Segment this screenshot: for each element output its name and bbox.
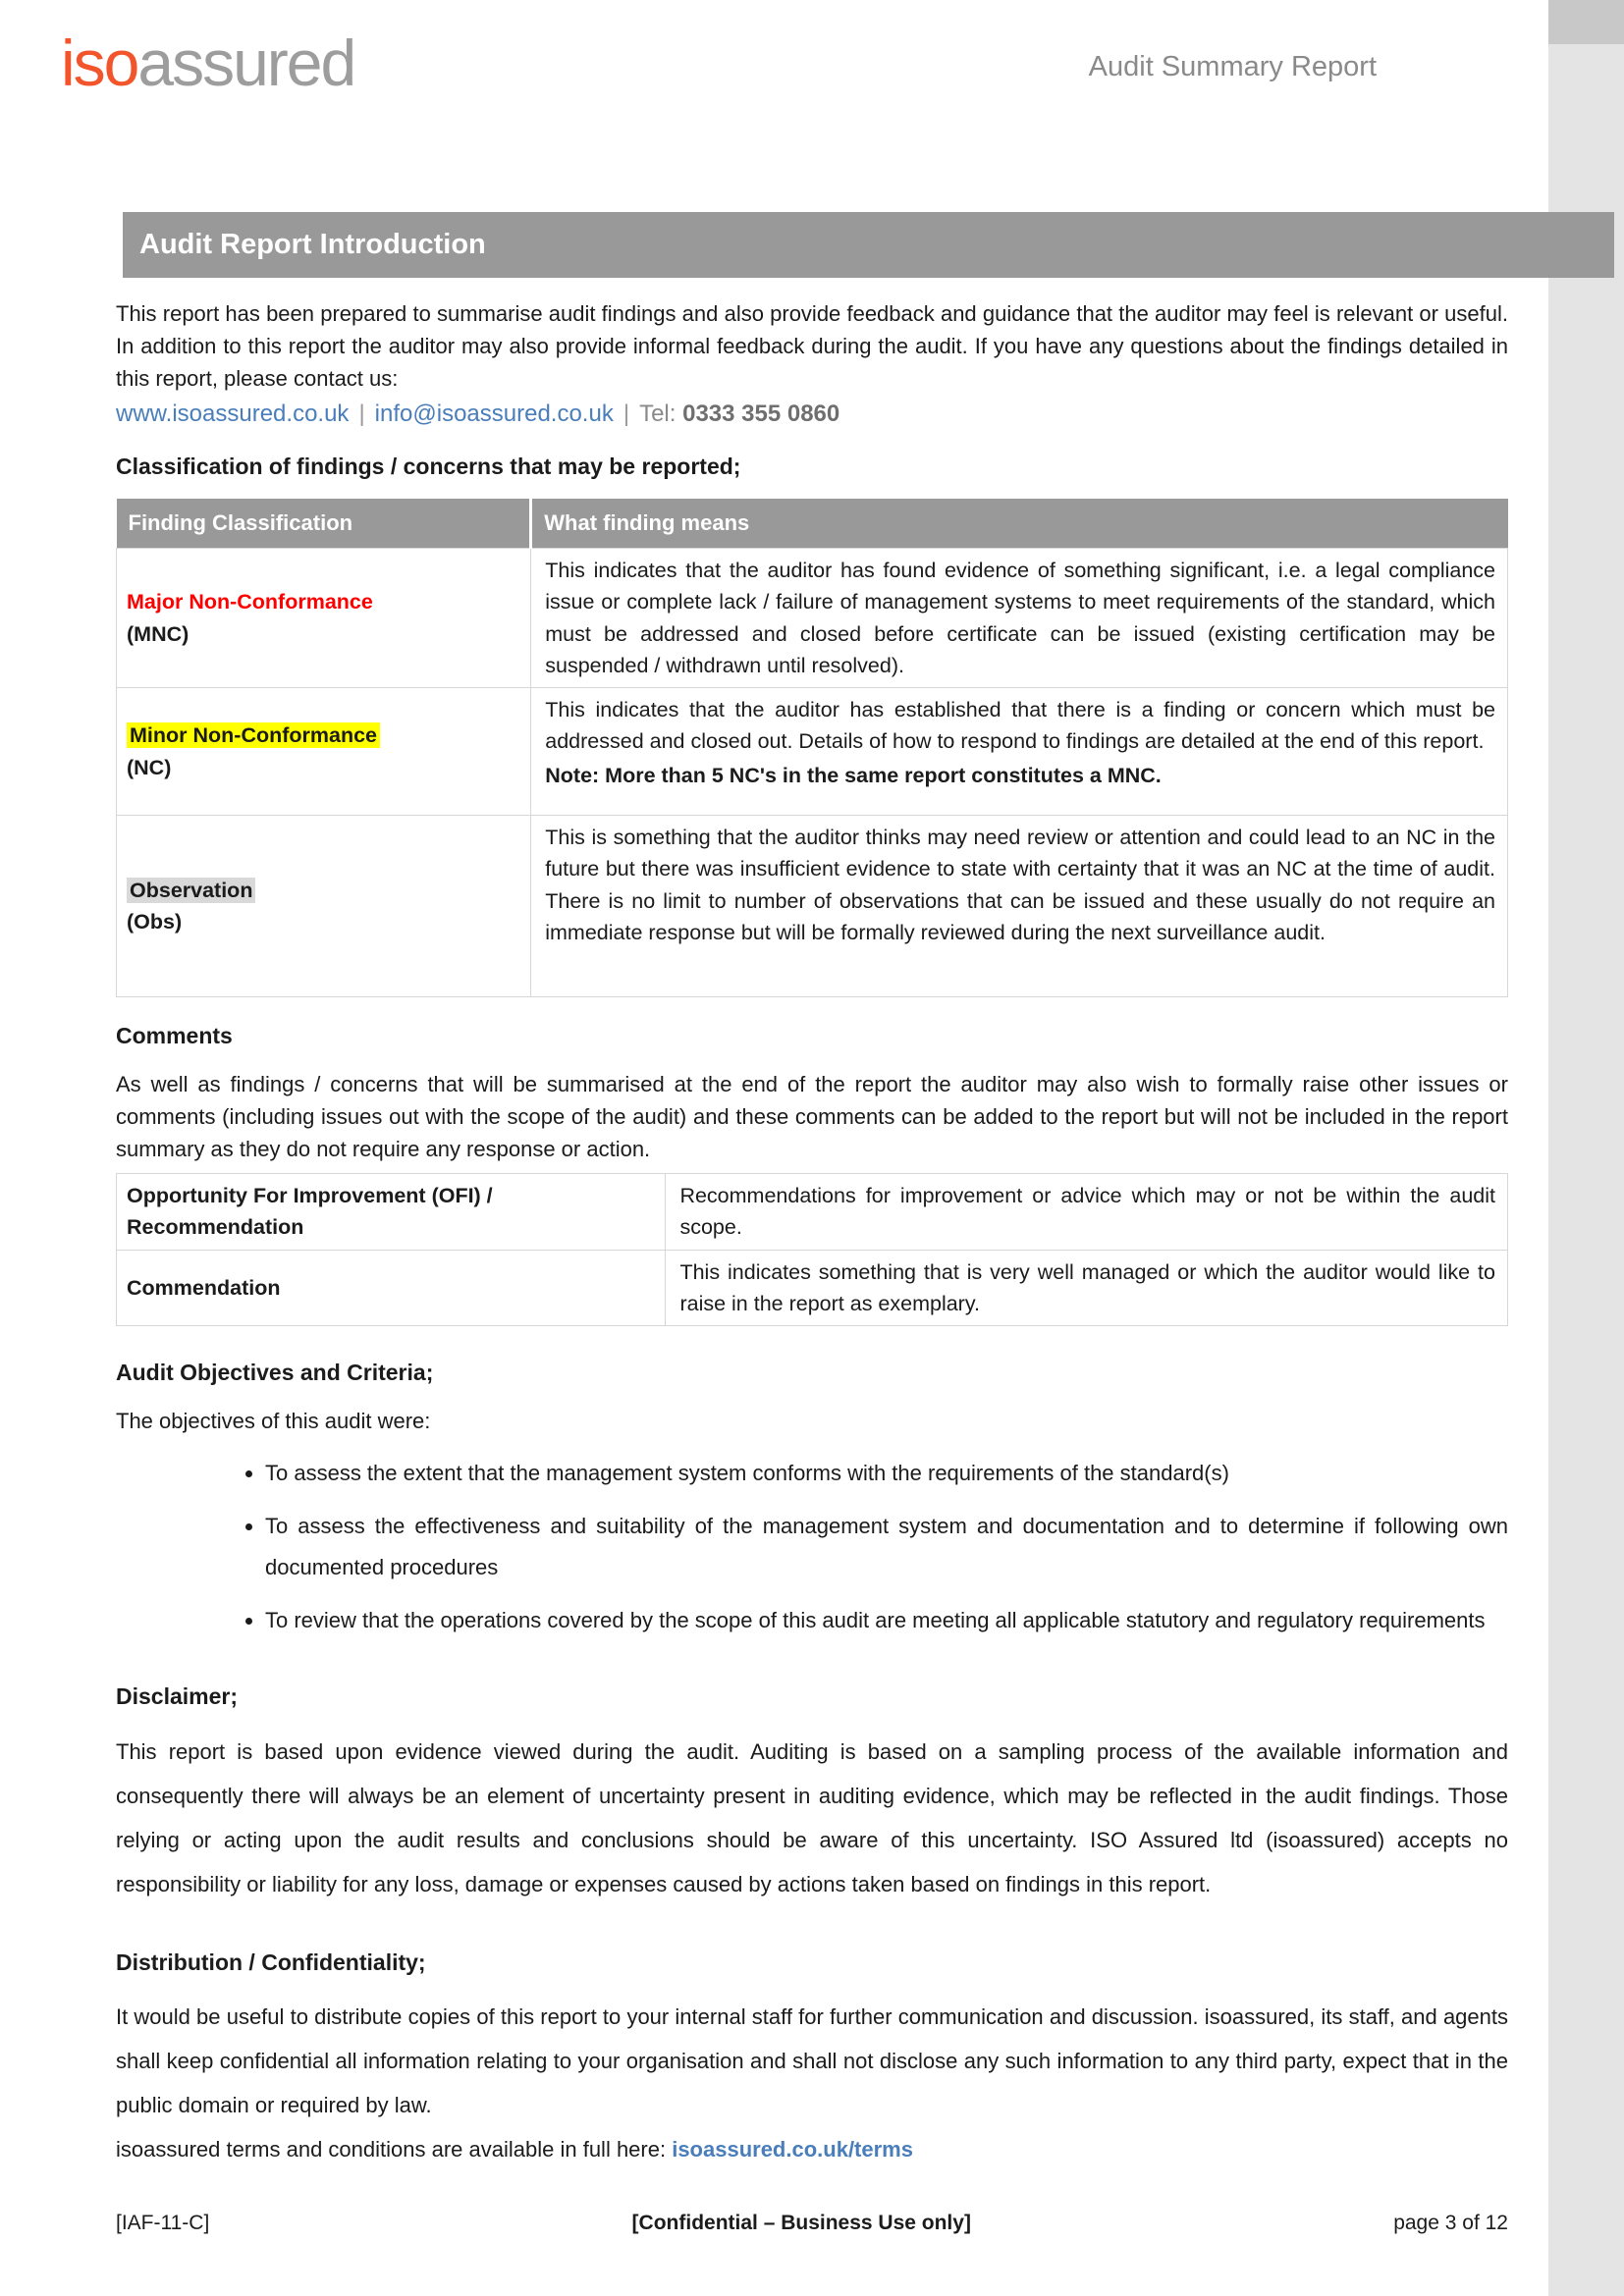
right-margin-stripe (1548, 0, 1624, 2296)
separator: | (623, 400, 630, 427)
footer-confidential: [Confidential – Business Use only] (631, 2212, 971, 2234)
classification-heading: Classification of findings / concerns that may be reported; (116, 454, 741, 479)
objective-item: • To assess the extent that the management system conforms with the requirements of the standard(s) (265, 1453, 1508, 1494)
finding-note-nc: Note: More than 5 NC's in the same report constitutes a MNC. (545, 763, 1162, 787)
table-row-ofi (117, 1174, 1508, 1251)
table-row-nc (117, 688, 1508, 816)
finding-description-nc: This indicates that the auditor has established that there is a finding or concern which must be addressed and closed out. Details of how to respond to findings are detailed at the end of this report. (545, 698, 1495, 754)
comments-table (116, 1173, 1508, 1326)
finding-label-major-nc: Major Non-Conformance (127, 590, 373, 614)
column-header-finding-classification: Finding Classification (117, 499, 531, 549)
finding-description-mnc: This indicates that the auditor has found evidence of something significant, i.e. a legal compliance issue or complete lack / failure of management systems to meet requirements of the standard, which must be addressed and closed before certificate can be issued (existing certification may be suspended / withdrawn until resolved). (531, 549, 1508, 688)
comment-description-ofi: Recommendations for improvement or advice which may or not be within the audit scope. (666, 1174, 1508, 1251)
footer-doc-code: [IAF-11-C] (116, 2212, 210, 2234)
logo-iso-text: iso (61, 27, 138, 99)
finding-code-mnc: (MNC) (127, 621, 189, 646)
objective-item: • To review that the operations covered by the scope of this audit are meeting all applicable statutory and regulatory requirements (265, 1600, 1508, 1641)
objectives-heading: Audit Objectives and Criteria; (116, 1360, 434, 1386)
table-row-commendation (117, 1250, 1508, 1326)
page-header (0, 0, 1624, 212)
finding-label-observation: Observation (127, 878, 255, 903)
tel-label: Tel: (639, 400, 677, 427)
logo-assured-text: assured (137, 27, 355, 99)
finding-code-obs: (Obs) (127, 910, 183, 934)
intro-paragraph: This report has been prepared to summarise audit findings and also provide feedback and guidance that the auditor may feel is relevant or useful. In addition to this report the auditor may also provide informal feedback during the audit. If you have any questions about the findings detailed in this report, please contact us: (116, 301, 1508, 391)
terms-link[interactable]: isoassured.co.uk/terms (672, 2137, 913, 2163)
email-link[interactable]: info@isoassured.co.uk (374, 400, 614, 427)
page-footer (116, 2212, 1508, 2235)
objective-item: • To assess the effectiveness and suitability of the management system and documentation and to determine if following own documented procedures (265, 1506, 1508, 1588)
finding-code-nc: (NC) (127, 755, 172, 779)
footer-page-number: page 3 of 12 (1393, 2212, 1508, 2234)
comments-paragraph: As well as findings / concerns that will be summarised at the end of the report the auditor may also wish to formally raise other issues or comments (including issues out with the scope of the audit) and these comments can be added to the report but will not be included in the report summary as they do not require any response or action. (116, 1072, 1508, 1162)
section-header-bar (123, 212, 1614, 278)
table-row-obs (117, 816, 1508, 997)
column-header-what-finding-means: What finding means (531, 499, 1508, 549)
objectives-list (116, 1453, 1508, 1640)
comment-label-ofi: Opportunity For Improvement (OFI) / Recommendation (117, 1174, 666, 1251)
distribution-heading: Distribution / Confidentiality; (116, 1949, 426, 1975)
comments-heading: Comments (116, 1023, 233, 1049)
section-title: Audit Report Introduction (139, 229, 486, 260)
classification-header-row (117, 499, 1508, 549)
isoassured-logo (61, 27, 354, 99)
finding-label-minor-nc: Minor Non-Conformance (127, 722, 380, 748)
contact-line (116, 400, 1508, 428)
page-content (116, 297, 1508, 2171)
disclaimer-paragraph: This report is based upon evidence viewed during the audit. Auditing is based on a sampling process of the available information and consequently there will always be an element of uncertainty present in auditing evidence, which may be reflected in the audit findings. Those relying or acting upon the audit results and conclusions should be aware of this uncertainty. ISO Assured ltd (isoassured) accepts no responsibility or liability for any loss, damage or expenses caused by actions taken based on findings in this report. (116, 1738, 1508, 1896)
separator: | (358, 400, 365, 427)
objectives-intro: The objectives of this audit were: (116, 1409, 431, 1434)
finding-description-obs: This is something that the auditor thinks may need review or attention and could lead to an NC in the future but there was insufficient evidence to state with certainty that it was an NC at the time of audit. There is no limit to number of observations that can be issued and these usually do not require an immediate response but will be formally reviewed during the next surveillance audit. (531, 816, 1508, 997)
document-title: Audit Summary Report (1088, 51, 1377, 82)
distribution-paragraph: It would be useful to distribute copies of this report to your internal staff for further communication and discussion. isoassured, its staff, and agents shall keep confidential all information relating to your organisation and shall not disclose any such information to any third party, expect that in the public domain or required by law. (116, 2003, 1508, 2118)
website-link[interactable]: www.isoassured.co.uk (116, 400, 350, 427)
comment-description-commendation: This indicates something that is very well managed or which the auditor would like to raise in the report as exemplary. (666, 1250, 1508, 1326)
terms-line (116, 2127, 1508, 2171)
disclaimer-heading: Disclaimer; (116, 1683, 239, 1710)
terms-prefix: isoassured terms and conditions are available in full here: (116, 2137, 673, 2163)
comment-label-commendation: Commendation (117, 1250, 666, 1326)
table-row-mnc (117, 549, 1508, 688)
tel-number: 0333 355 0860 (682, 400, 840, 427)
classification-table (116, 499, 1508, 997)
